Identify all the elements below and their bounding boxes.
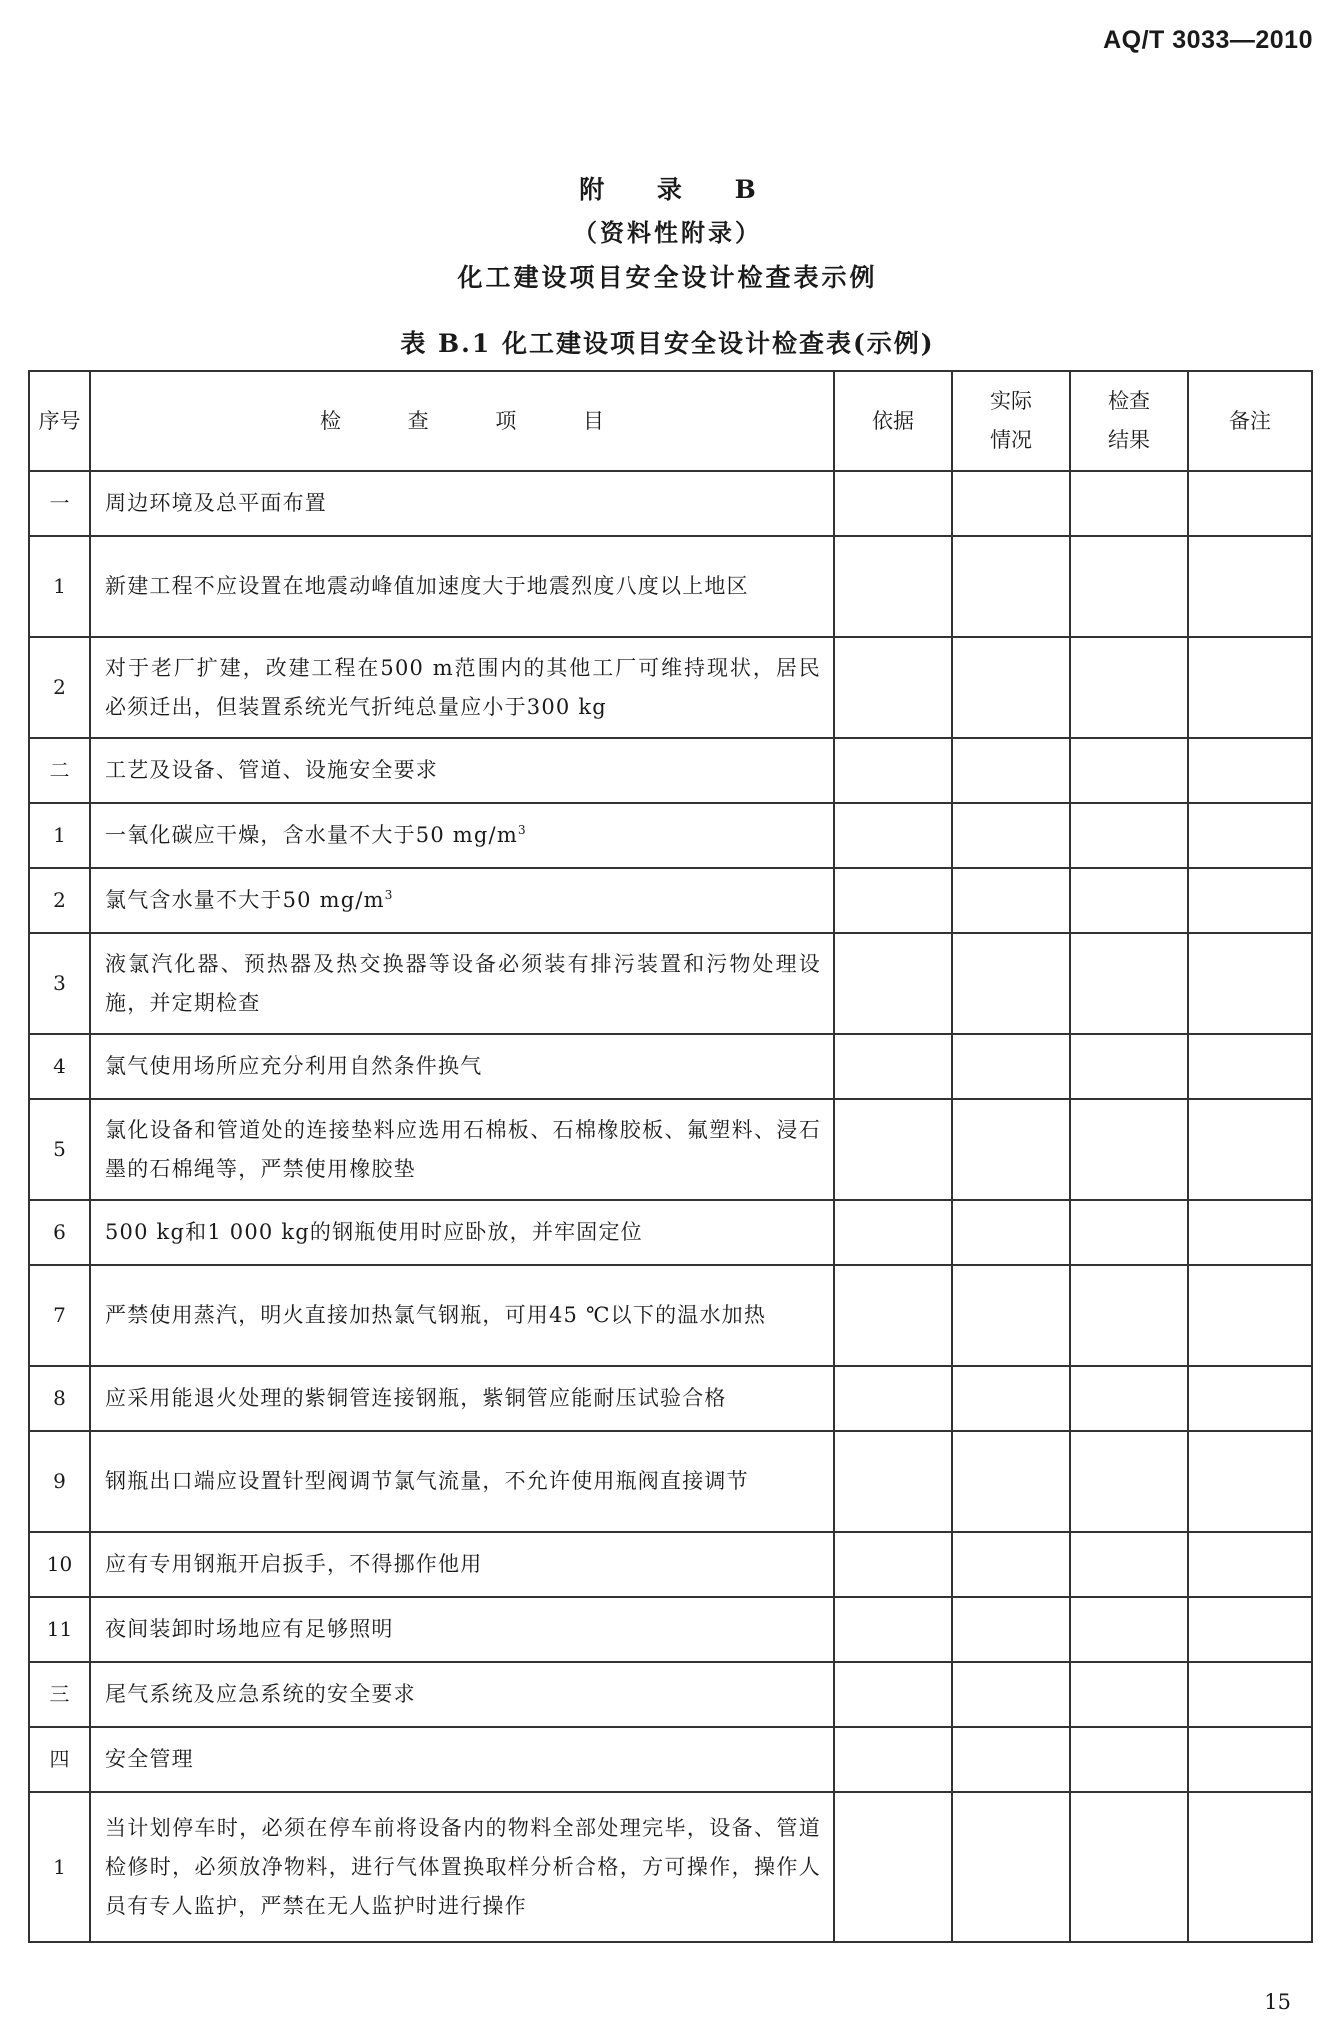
header-actual-line2: 情况 bbox=[990, 428, 1032, 452]
table-row bbox=[29, 1662, 1312, 1727]
cell-result bbox=[1070, 1366, 1188, 1431]
cell-remarks bbox=[1188, 1200, 1312, 1265]
cell-basis bbox=[834, 1792, 952, 1942]
table-row bbox=[29, 1431, 1312, 1532]
row-no: 一 bbox=[29, 471, 90, 536]
row-no: 2 bbox=[29, 637, 90, 738]
row-item bbox=[90, 868, 834, 933]
cell-remarks bbox=[1188, 1597, 1312, 1662]
cell-basis bbox=[834, 1662, 952, 1727]
cell-basis bbox=[834, 1034, 952, 1099]
row-item: 当计划停车时，必须在停车前将设备内的物料全部处理完毕，设备、管道检修时，必须放净物料，进行气体置换取样分析合格，方可操作，操作人员有专人监护，严禁在无人监护时进行操作 bbox=[90, 1792, 834, 1942]
cell-basis bbox=[834, 803, 952, 868]
row-item: 安全管理 bbox=[90, 1727, 834, 1792]
cell-remarks bbox=[1188, 1034, 1312, 1099]
cell-basis bbox=[834, 1099, 952, 1200]
table-row bbox=[29, 1727, 1312, 1792]
cell-actual bbox=[952, 1662, 1070, 1727]
row-item: 钢瓶出口端应设置针型阀调节氯气流量，不允许使用瓶阀直接调节 bbox=[90, 1431, 834, 1532]
cell-actual bbox=[952, 1532, 1070, 1597]
cell-result bbox=[1070, 536, 1188, 637]
cell-remarks bbox=[1188, 1431, 1312, 1532]
header-remarks: 备注 bbox=[1188, 371, 1312, 471]
row-no: 9 bbox=[29, 1431, 90, 1532]
cell-actual bbox=[952, 1366, 1070, 1431]
row-no: 1 bbox=[29, 536, 90, 637]
cell-basis bbox=[834, 1597, 952, 1662]
row-item: 500 kg和1 000 kg的钢瓶使用时应卧放，并牢固定位 bbox=[90, 1200, 834, 1265]
cell-result bbox=[1070, 738, 1188, 803]
cell-actual bbox=[952, 868, 1070, 933]
cell-result bbox=[1070, 471, 1188, 536]
row-no: 3 bbox=[29, 933, 90, 1034]
table-row bbox=[29, 1597, 1312, 1662]
cell-remarks bbox=[1188, 738, 1312, 803]
cell-basis bbox=[834, 1532, 952, 1597]
superscript: 3 bbox=[384, 888, 394, 902]
row-no: 四 bbox=[29, 1727, 90, 1792]
cell-actual bbox=[952, 1034, 1070, 1099]
cell-actual bbox=[952, 803, 1070, 868]
cell-result bbox=[1070, 933, 1188, 1034]
cell-actual bbox=[952, 1431, 1070, 1532]
row-no: 5 bbox=[29, 1099, 90, 1200]
checklist-table bbox=[28, 370, 1313, 1943]
cell-result bbox=[1070, 1099, 1188, 1200]
cell-result bbox=[1070, 1265, 1188, 1366]
cell-basis bbox=[834, 471, 952, 536]
cell-remarks bbox=[1188, 1265, 1312, 1366]
cell-basis bbox=[834, 1366, 952, 1431]
table-row bbox=[29, 1265, 1312, 1366]
table-caption: 表 B.1 化工建设项目安全设计检查表(示例) bbox=[400, 329, 935, 358]
cell-remarks bbox=[1188, 637, 1312, 738]
cell-actual bbox=[952, 1597, 1070, 1662]
cell-basis bbox=[834, 1431, 952, 1532]
row-no: 三 bbox=[29, 1662, 90, 1727]
table-row bbox=[29, 933, 1312, 1034]
appendix-title: 化工建设项目安全设计检查表示例 bbox=[457, 263, 878, 292]
cell-result bbox=[1070, 868, 1188, 933]
appendix-label: 附 录 B bbox=[579, 175, 778, 204]
row-item-text: 一氧化碳应干燥，含水量不大于50 mg/m bbox=[105, 823, 518, 847]
table-row bbox=[29, 803, 1312, 868]
row-item: 工艺及设备、管道、设施安全要求 bbox=[90, 738, 834, 803]
cell-basis bbox=[834, 933, 952, 1034]
cell-remarks bbox=[1188, 1532, 1312, 1597]
cell-basis bbox=[834, 1727, 952, 1792]
table-row bbox=[29, 1099, 1312, 1200]
table-row bbox=[29, 1366, 1312, 1431]
cell-actual bbox=[952, 1265, 1070, 1366]
cell-remarks bbox=[1188, 1366, 1312, 1431]
cell-remarks bbox=[1188, 933, 1312, 1034]
cell-result bbox=[1070, 1792, 1188, 1942]
row-no: 8 bbox=[29, 1366, 90, 1431]
row-no: 4 bbox=[29, 1034, 90, 1099]
cell-actual bbox=[952, 637, 1070, 738]
cell-basis bbox=[834, 1265, 952, 1366]
cell-result bbox=[1070, 803, 1188, 868]
table-row bbox=[29, 637, 1312, 738]
superscript: 3 bbox=[517, 823, 527, 837]
header-result-line1: 检查 bbox=[1108, 389, 1150, 413]
cell-result bbox=[1070, 1034, 1188, 1099]
table-row bbox=[29, 471, 1312, 536]
row-no: 6 bbox=[29, 1200, 90, 1265]
row-item: 氯化设备和管道处的连接垫料应选用石棉板、石棉橡胶板、氟塑料、浸石墨的石棉绳等，严禁使用橡胶垫 bbox=[90, 1099, 834, 1200]
cell-remarks bbox=[1188, 471, 1312, 536]
standard-code: AQ/T 3033—2010 bbox=[1103, 26, 1313, 54]
row-item: 氯气使用场所应充分利用自然条件换气 bbox=[90, 1034, 834, 1099]
row-item: 应采用能退火处理的紫铜管连接钢瓶，紫铜管应能耐压试验合格 bbox=[90, 1366, 834, 1431]
cell-remarks bbox=[1188, 1727, 1312, 1792]
row-item-text: 氯气含水量不大于50 mg/m bbox=[105, 888, 385, 912]
row-item bbox=[90, 803, 834, 868]
header-no: 序号 bbox=[29, 371, 90, 471]
cell-basis bbox=[834, 637, 952, 738]
header-result-line2: 结果 bbox=[1108, 428, 1150, 452]
cell-actual bbox=[952, 933, 1070, 1034]
cell-actual bbox=[952, 1099, 1070, 1200]
header-item-label: 检 查 项 目 bbox=[319, 408, 635, 433]
cell-result bbox=[1070, 1431, 1188, 1532]
header-result bbox=[1070, 371, 1188, 471]
cell-remarks bbox=[1188, 1662, 1312, 1727]
cell-basis bbox=[834, 536, 952, 637]
cell-result bbox=[1070, 1532, 1188, 1597]
table-row bbox=[29, 1034, 1312, 1099]
cell-basis bbox=[834, 1200, 952, 1265]
cell-actual bbox=[952, 738, 1070, 803]
cell-result bbox=[1070, 1727, 1188, 1792]
row-item: 应有专用钢瓶开启扳手，不得挪作他用 bbox=[90, 1532, 834, 1597]
cell-basis bbox=[834, 738, 952, 803]
cell-remarks bbox=[1188, 1792, 1312, 1942]
row-item: 液氯汽化器、预热器及热交换器等设备必须装有排污装置和污物处理设施，并定期检查 bbox=[90, 933, 834, 1034]
table-row bbox=[29, 536, 1312, 637]
cell-result bbox=[1070, 1200, 1188, 1265]
cell-actual bbox=[952, 1727, 1070, 1792]
table-header-row bbox=[29, 371, 1312, 471]
cell-actual bbox=[952, 536, 1070, 637]
cell-remarks bbox=[1188, 868, 1312, 933]
appendix-nature: （资料性附录） bbox=[573, 218, 762, 247]
cell-result bbox=[1070, 1597, 1188, 1662]
cell-remarks bbox=[1188, 536, 1312, 637]
table-row bbox=[29, 738, 1312, 803]
header-item bbox=[90, 371, 834, 471]
header-actual-line1: 实际 bbox=[990, 389, 1032, 413]
table-row bbox=[29, 1200, 1312, 1265]
cell-result bbox=[1070, 1662, 1188, 1727]
table-row bbox=[29, 868, 1312, 933]
row-item: 新建工程不应设置在地震动峰值加速度大于地震烈度八度以上地区 bbox=[90, 536, 834, 637]
table-row bbox=[29, 1532, 1312, 1597]
cell-result bbox=[1070, 637, 1188, 738]
row-no: 1 bbox=[29, 1792, 90, 1942]
cell-actual bbox=[952, 471, 1070, 536]
row-no: 10 bbox=[29, 1532, 90, 1597]
row-item: 严禁使用蒸汽，明火直接加热氯气钢瓶，可用45 ℃以下的温水加热 bbox=[90, 1265, 834, 1366]
row-no: 2 bbox=[29, 868, 90, 933]
row-item: 尾气系统及应急系统的安全要求 bbox=[90, 1662, 834, 1727]
page-number: 15 bbox=[1264, 1990, 1291, 2014]
row-no: 11 bbox=[29, 1597, 90, 1662]
row-no: 1 bbox=[29, 803, 90, 868]
header-basis: 依据 bbox=[834, 371, 952, 471]
row-item: 夜间装卸时场地应有足够照明 bbox=[90, 1597, 834, 1662]
cell-remarks bbox=[1188, 1099, 1312, 1200]
table-row bbox=[29, 1792, 1312, 1942]
row-no: 7 bbox=[29, 1265, 90, 1366]
row-item: 周边环境及总平面布置 bbox=[90, 471, 834, 536]
cell-basis bbox=[834, 868, 952, 933]
header-actual bbox=[952, 371, 1070, 471]
cell-actual bbox=[952, 1792, 1070, 1942]
row-no: 二 bbox=[29, 738, 90, 803]
cell-remarks bbox=[1188, 803, 1312, 868]
cell-actual bbox=[952, 1200, 1070, 1265]
row-item: 对于老厂扩建，改建工程在500 m范围内的其他工厂可维持现状，居民必须迁出，但装置系统光气折纯总量应小于300 kg bbox=[90, 637, 834, 738]
